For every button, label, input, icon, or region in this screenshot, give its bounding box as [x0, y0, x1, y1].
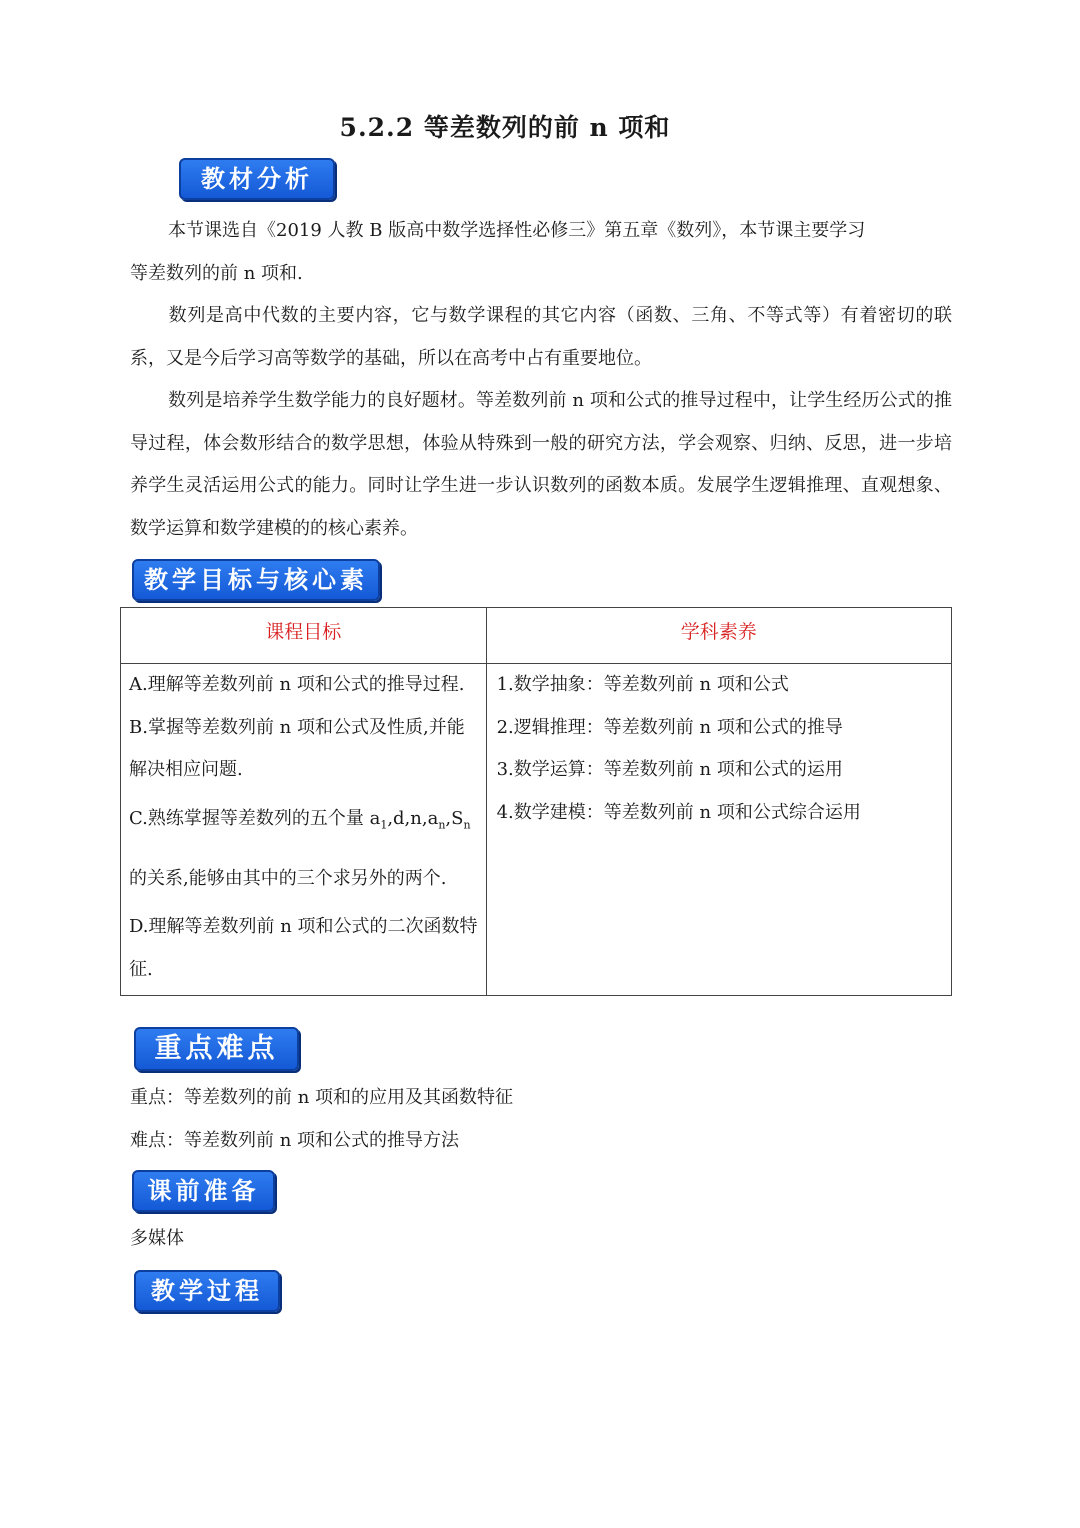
section-badge-goals: 教学目标与核心素养: [132, 559, 380, 601]
header-course-objectives: 课程目标: [121, 608, 487, 664]
objective-b: B.掌握等差数列前 n 项和公式及性质,并能解决相应问题.: [129, 716, 465, 780]
literacy-4: 4.数学建模：等差数列前 n 项和公式综合运用: [496, 801, 861, 823]
key-point-difficulty: 难点：等差数列前 n 项和公式的推导方法: [130, 1130, 460, 1151]
analysis-paragraph-1: [130, 210, 952, 295]
literacy-3: 3.数学运算：等差数列前 n 项和公式的运用: [496, 759, 843, 780]
key-point-focus: 重点：等差数列的前 n 项和的应用及其函数特征: [130, 1087, 514, 1108]
analysis-paragraph-3-text: 数列是培养学生数学能力的良好题材。等差数列前 n 项和公式的推导过程中，让学生经历公式的推导过程，体会数形结合的数学思想，体验从特殊到一般的研究方法，学会观察、归纳、反思，进一步培养学生灵活运用公式的能力。同时让学生进一步认识数列的函数本质。发展学生逻辑推理、直观想象、数学运算和数学建模的的核心素养。: [130, 390, 952, 539]
section-badge-key-points: 重点难点: [134, 1027, 299, 1071]
header-subject-literacy: 学科素养: [486, 608, 951, 664]
objective-c: C.熟练掌握等差数列的五个量 $a_1,d,n,a_n,S_n$的关系,能够由其中的三个求另外的两个.: [129, 807, 471, 890]
objective-a: A.理解等差数列前 n 项和公式的推导过程.: [129, 674, 465, 695]
literacy-cell: [486, 664, 951, 996]
objectives-cell: [121, 664, 487, 996]
goals-table: [120, 607, 952, 996]
section-badge-preparation: 课前准备: [132, 1170, 275, 1212]
section-badge-analysis: 教材分析: [179, 158, 335, 200]
analysis-paragraph-1-line-2: 等差数列的前 n 项和.: [130, 262, 303, 284]
objective-d: D.理解等差数列前 n 项和公式的二次函数特征.: [129, 916, 478, 980]
goals-table-header-row: [121, 608, 952, 664]
page-title: 5.2.2 等差数列的前 n 项和: [339, 113, 671, 142]
literacy-2: 2.逻辑推理：等差数列前 n 项和公式的推导: [496, 716, 843, 738]
section-badge-process: 教学过程: [134, 1270, 280, 1312]
preparation-text: 多媒体: [130, 1228, 184, 1249]
analysis-paragraph-1-line-1: 本节课选自《2019 人教 B 版高中数学选择性必修三》第五章《数列》，本节课主要学习: [168, 220, 866, 241]
analysis-paragraph-2-text: 数列是高中代数的主要内容，它与数学课程的其它内容（函数、三角、不等式等）有着密切的联系，又是今后学习高等数学的基础，所以在高考中占有重要地位。: [130, 305, 952, 369]
literacy-1: 1.数学抽象：等差数列前 n 项和公式: [496, 674, 789, 695]
analysis-paragraph-2: [130, 295, 952, 380]
analysis-paragraph-3: [130, 380, 952, 550]
goals-table-body-row: [121, 664, 952, 996]
